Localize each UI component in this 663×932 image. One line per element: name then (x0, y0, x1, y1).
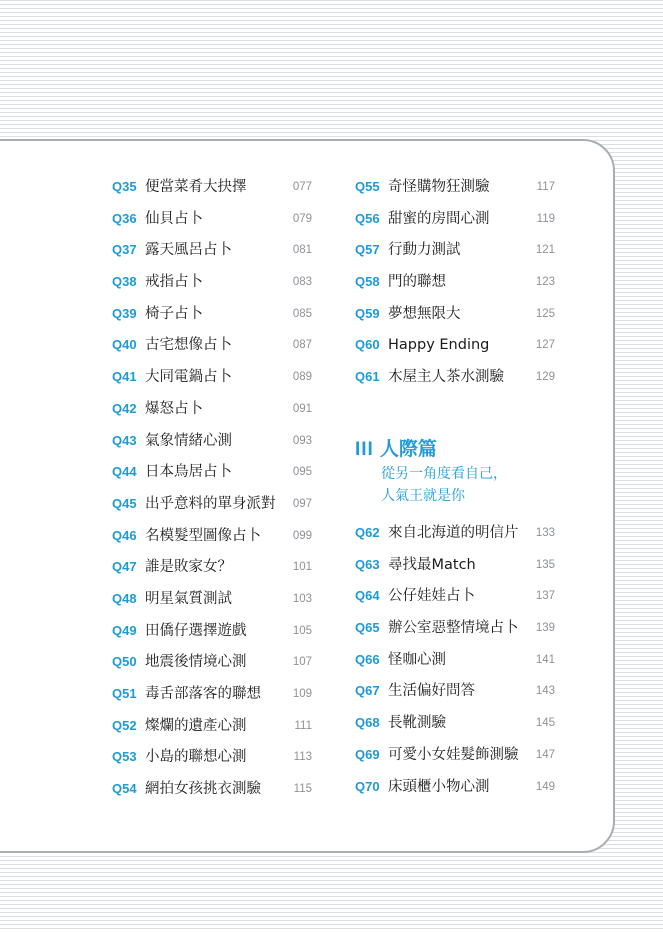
question-number: Q38 (112, 274, 137, 290)
page-number: 109 (292, 688, 312, 700)
page-number: 137 (535, 590, 555, 603)
entry-title: 行動力測試 (388, 242, 461, 259)
section-title (355, 436, 507, 463)
toc-right-column-top (355, 174, 565, 396)
page-number: 119 (536, 212, 555, 225)
page-number: 083 (292, 276, 312, 289)
entry-title: 辦公室惡整情境占卜 (388, 620, 519, 637)
toc-entry[interactable] (112, 776, 322, 808)
question-number: Q56 (355, 210, 380, 226)
page-number: 089 (292, 371, 312, 384)
toc-entry[interactable] (355, 774, 565, 806)
entry-title: 可愛小女娃髮飾測驗 (388, 746, 519, 763)
entry-title: 仙貝占卜 (145, 210, 203, 227)
entry-title: 地震後情境心測 (145, 654, 247, 671)
toc-left-column (112, 174, 322, 808)
toc-entry[interactable] (112, 269, 322, 301)
page-number: 105 (292, 624, 312, 637)
toc-entry[interactable] (112, 554, 322, 586)
page-number: 095 (292, 466, 312, 479)
entry-title: 戒指占卜 (145, 274, 203, 291)
page-number: 113 (293, 751, 312, 764)
section-title-text: 人際篇 (379, 438, 437, 460)
question-number: Q55 (355, 179, 380, 194)
question-number: Q57 (355, 242, 380, 258)
question-number: Q52 (112, 717, 137, 733)
question-number: Q41 (112, 369, 137, 385)
entry-title: 大同電鍋占卜 (145, 369, 232, 386)
entry-title: 公仔娃娃占卜 (388, 588, 475, 605)
question-number: Q46 (112, 527, 137, 543)
entry-title: 小島的聯想心測 (145, 749, 247, 766)
question-number: Q62 (355, 525, 380, 540)
section-subtitle-line1: 從另一角度看自己， (381, 466, 507, 482)
entry-title: 甜蜜的房間心測 (388, 210, 490, 227)
question-number: Q50 (112, 654, 137, 670)
entry-title: 日本鳥居占卜 (145, 464, 232, 481)
toc-entry[interactable] (355, 269, 565, 301)
toc-entry[interactable] (112, 586, 322, 618)
entry-title: 長靴測驗 (388, 715, 446, 732)
question-number: Q39 (112, 305, 137, 321)
section-number: III (355, 439, 374, 460)
page-number: 093 (292, 434, 312, 447)
entry-title: 露天風呂占卜 (145, 242, 232, 259)
page-number: 139 (535, 622, 555, 635)
entry-title: 便當菜肴大抉擇 (145, 179, 247, 195)
toc-entry[interactable] (112, 396, 322, 428)
page-number: 107 (292, 656, 312, 669)
toc-entry[interactable] (355, 710, 565, 742)
entry-title: 夢想無限大 (388, 305, 461, 322)
question-number: Q68 (355, 715, 380, 731)
page-number: 079 (292, 212, 312, 225)
page-number: 103 (292, 592, 312, 605)
entry-title: 古宅想像占卜 (145, 337, 232, 354)
question-number: Q42 (112, 400, 137, 416)
question-number: Q43 (112, 432, 137, 448)
question-number: Q51 (112, 686, 137, 701)
page-number: 143 (535, 685, 555, 698)
question-number: Q37 (112, 242, 137, 258)
entry-title: 出乎意料的單身派對 (145, 495, 276, 512)
toc-entry[interactable] (355, 647, 565, 679)
toc-entry[interactable] (355, 615, 565, 647)
entry-title: 毒舌部落客的聯想 (145, 686, 261, 702)
toc-entry[interactable] (112, 681, 322, 713)
toc-entry[interactable] (112, 459, 322, 491)
page-number: 123 (535, 276, 555, 289)
toc-entry[interactable] (355, 332, 565, 364)
page-number: 101 (292, 561, 312, 574)
page-number: 145 (535, 717, 555, 730)
toc-entry[interactable] (112, 713, 322, 745)
page-number: 147 (535, 748, 555, 761)
section-subtitle-line2: 人氣王就是你 (381, 488, 465, 504)
question-number: Q40 (112, 337, 137, 353)
toc-entry[interactable] (355, 364, 565, 396)
question-number: Q54 (112, 781, 137, 797)
page-number: 133 (535, 527, 555, 539)
entry-title: 椅子占卜 (145, 305, 203, 322)
page-number: 127 (535, 339, 555, 352)
page-number: 099 (292, 529, 312, 542)
question-number: Q60 (355, 337, 380, 353)
question-number: Q64 (355, 588, 380, 604)
question-number: Q58 (355, 274, 380, 290)
toc-entry[interactable] (112, 174, 322, 206)
toc-entry[interactable] (355, 174, 565, 206)
page-number: 077 (292, 181, 312, 193)
page-number: 081 (292, 244, 312, 257)
question-number: Q45 (112, 495, 137, 511)
toc-entry[interactable] (355, 301, 565, 333)
entry-title: Happy Ending (388, 337, 490, 354)
toc-entry[interactable] (355, 206, 565, 238)
page-number: 087 (292, 339, 312, 352)
question-number: Q70 (355, 778, 380, 794)
toc-entry[interactable] (112, 301, 322, 333)
entry-title: 生活偏好問答 (388, 683, 475, 700)
entry-title: 怪咖心測 (388, 651, 446, 668)
question-number: Q35 (112, 179, 137, 194)
toc-entry[interactable] (355, 678, 565, 710)
entry-title: 氣象情緒心測 (145, 432, 232, 449)
entry-title: 燦爛的遺產心測 (145, 717, 247, 734)
question-number: Q67 (355, 683, 380, 699)
toc-entry[interactable] (355, 742, 565, 774)
toc-entry[interactable] (112, 618, 322, 650)
toc-entry[interactable] (112, 237, 322, 269)
toc-entry[interactable] (112, 364, 322, 396)
toc-entry[interactable] (112, 744, 322, 776)
entry-title: 來自北海道的明信片 (388, 525, 519, 541)
question-number: Q65 (355, 620, 380, 636)
entry-title: 奇怪購物狂測驗 (388, 179, 490, 195)
toc-entry[interactable] (355, 583, 565, 615)
page-number: 115 (293, 783, 312, 796)
question-number: Q63 (355, 556, 380, 572)
entry-title: 誰是敗家女？ (145, 559, 232, 576)
toc-entry[interactable] (112, 428, 322, 460)
entry-title: 尋找最Match (388, 556, 476, 573)
entry-title: 床頭櫃小物心測 (388, 778, 490, 795)
entry-title: 明星氣質測試 (145, 590, 232, 607)
page-number: 097 (292, 497, 312, 510)
question-number: Q66 (355, 651, 380, 667)
toc-entry[interactable] (355, 552, 565, 584)
question-number: Q36 (112, 210, 137, 226)
toc-entry[interactable] (112, 332, 322, 364)
entry-title: 網拍女孩挑衣測驗 (145, 781, 261, 798)
page-number: 091 (292, 402, 312, 415)
page-number: 117 (536, 181, 555, 193)
question-number: Q59 (355, 305, 380, 321)
toc-entry[interactable] (112, 523, 322, 555)
page-number: 135 (535, 558, 555, 571)
page-number: 125 (535, 307, 555, 320)
question-number: Q44 (112, 464, 137, 480)
toc-entry[interactable] (355, 237, 565, 269)
toc-entry[interactable] (355, 520, 565, 552)
page-number: 129 (535, 371, 555, 384)
toc-right-column-bottom (355, 520, 565, 805)
toc-entry[interactable] (112, 649, 322, 681)
page-number: 149 (535, 780, 555, 793)
question-number: Q47 (112, 559, 137, 575)
section-heading (355, 436, 507, 507)
page-number: 121 (535, 244, 555, 257)
toc-entry[interactable] (112, 491, 322, 523)
entry-title: 門的聯想 (388, 274, 446, 291)
page-number: 141 (535, 653, 555, 666)
page-number: 111 (294, 719, 312, 732)
entry-title: 名模髮型圖像占卜 (145, 527, 261, 544)
toc-entry[interactable] (112, 206, 322, 238)
question-number: Q48 (112, 590, 137, 606)
entry-title: 爆怒占卜 (145, 400, 203, 417)
entry-title: 木屋主人茶水測驗 (388, 369, 504, 386)
question-number: Q49 (112, 622, 137, 638)
question-number: Q69 (355, 746, 380, 762)
question-number: Q61 (355, 369, 380, 385)
entry-title: 田僑仔選擇遊戲 (145, 622, 247, 639)
question-number: Q53 (112, 749, 137, 765)
page-number: 085 (292, 307, 312, 320)
